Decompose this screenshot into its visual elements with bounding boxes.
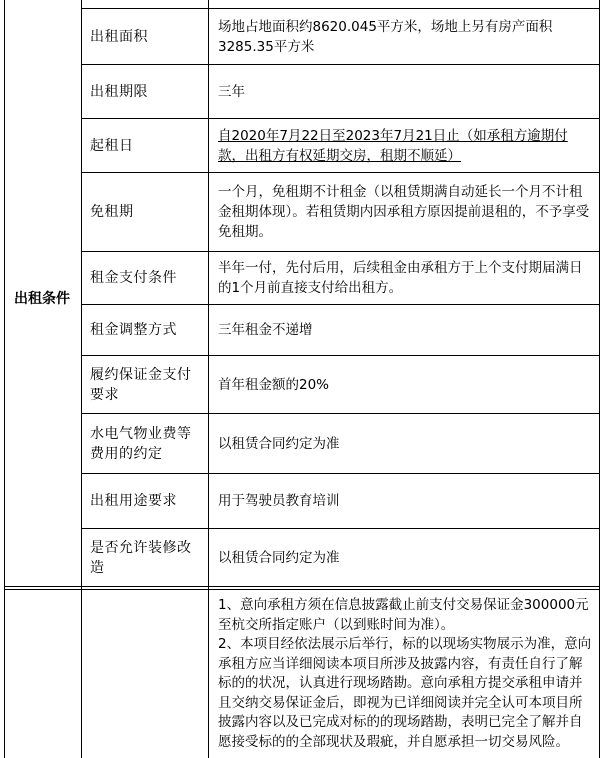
row-value-usage: 用于驾驶员教育培训 <box>218 493 340 509</box>
row-value-rent-adjustment: 三年租金不递增 <box>218 322 313 338</box>
row-label-deposit: 履约保证金支付要求 <box>90 366 192 403</box>
column-divider <box>208 0 209 758</box>
row-label-rent-adjustment: 租金调整方式 <box>90 322 177 338</box>
note-item: 1、意向承租方须在信息披露截止前支付交易保证金300000元至杭交所指定账户（以到账时间为准）。 <box>218 597 589 633</box>
notes-list <box>218 596 594 752</box>
row-label-area: 出租面积 <box>90 28 148 45</box>
group-label: 出租条件 <box>14 290 70 307</box>
row-label-renovation: 是否允许装修改造 <box>90 539 192 576</box>
row-value-rent-free: 一个月，免租期不计租金（以租赁期满自动延长一个月不计租金租期体现）。若租赁期内因承租方原因提前退租的，不予享受免租期。 <box>218 184 590 240</box>
row-value-start-date-cell <box>210 119 600 172</box>
row-value-start-date: 自2020年7月22日至2023年7月21日止（如承租方逾期付款，出租方有权延期交房，租期不顺延） <box>218 127 568 164</box>
note-item: 2、本项目经依法展示后举行，标的以现场实物展示为准，意向承租方应当详细阅读本项目所涉及披露内容，有责任自行了解标的的状况，认真进行现场踏勘。意向承租方提交承租申请并且交纳交易保证金后，即视为已详细阅读并完全认可本项目所披露内容以及已完成对标的的现场踏勘，表明已完全了解并自愿接受标的的全部现状及瑕疵，并自愿承担一切交易风险。 <box>218 636 592 750</box>
row-label-term: 出租期限 <box>90 83 148 100</box>
row-value-term: 三年 <box>218 83 245 100</box>
row-label-start-date: 起租日 <box>90 137 134 154</box>
row-label-rent-free: 免租期 <box>90 204 134 220</box>
row-divider <box>4 586 600 587</box>
row-value-payment-terms: 半年一付，先付后用，后续租金由承租方于上个支付期届满日的1个月前直接支付给出租方。 <box>218 260 583 296</box>
notes-cell <box>210 590 600 758</box>
row-value-area: 场地占地面积约8620.045平方米，场地上另有房产面积3285.35平方米 <box>218 18 553 55</box>
row-value-deposit: 首年租金额的20% <box>218 376 330 393</box>
row-label-payment-terms: 租金支付条件 <box>90 270 177 286</box>
row-value-renovation: 以租赁合同约定为准 <box>218 549 340 566</box>
row-label-usage: 出租用途要求 <box>90 493 177 509</box>
row-value-utilities: 以租赁合同约定为准 <box>218 435 340 452</box>
row-label-utilities: 水电气物业费等费用的约定 <box>90 425 192 462</box>
